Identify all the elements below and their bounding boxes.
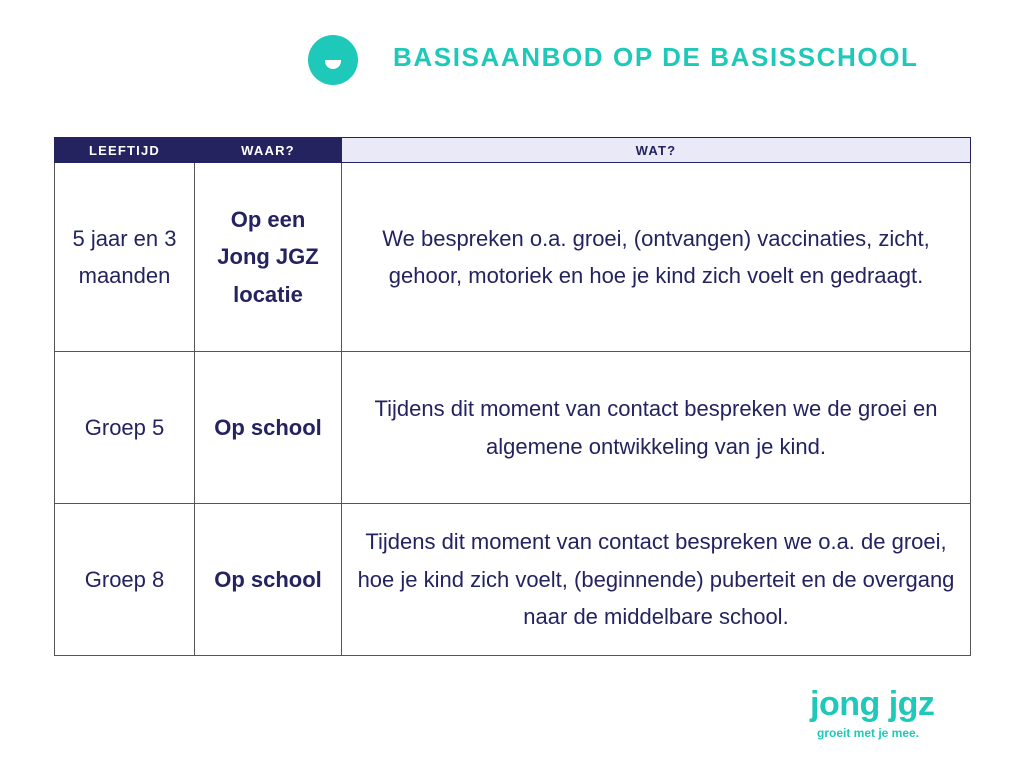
- table-row: [55, 163, 971, 352]
- brand-logo: jong jgz: [810, 685, 935, 723]
- cell-waar: Op een Jong JGZ locatie: [195, 163, 342, 352]
- cell-wat: We bespreken o.a. groei, (ontvangen) vaccinaties, zicht, gehoor, motoriek en hoe je kind zich voelt en gedraagt.: [342, 163, 971, 352]
- smile-mouth: [325, 60, 341, 69]
- basisaanbod-table: [54, 137, 971, 656]
- cell-waar: Op school: [195, 352, 342, 504]
- cell-waar: Op school: [195, 504, 342, 656]
- table-row: [55, 504, 971, 656]
- column-header-wat: WAT?: [342, 138, 971, 163]
- page-title: BASISAANBOD OP DE BASISSCHOOL: [393, 42, 919, 72]
- table-row: [55, 352, 971, 504]
- cell-wat: Tijdens dit moment van contact bespreken we o.a. de groei, hoe je kind zich voelt, (beginnende) puberteit en de overgang naar de middelbare school.: [342, 504, 971, 656]
- cell-leeftijd: 5 jaar en 3 maanden: [55, 163, 195, 352]
- smile-circle-icon: [308, 35, 358, 85]
- cell-wat: Tijdens dit moment van contact bespreken we de groei en algemene ontwikkeling van je kind.: [342, 352, 971, 504]
- cell-leeftijd: Groep 5: [55, 352, 195, 504]
- column-header-leeftijd: LEEFTIJD: [55, 138, 195, 163]
- cell-leeftijd: Groep 8: [55, 504, 195, 656]
- column-header-waar: WAAR?: [195, 138, 342, 163]
- table-header-row: [55, 138, 971, 163]
- brand-tagline: groeit met je mee.: [817, 726, 920, 740]
